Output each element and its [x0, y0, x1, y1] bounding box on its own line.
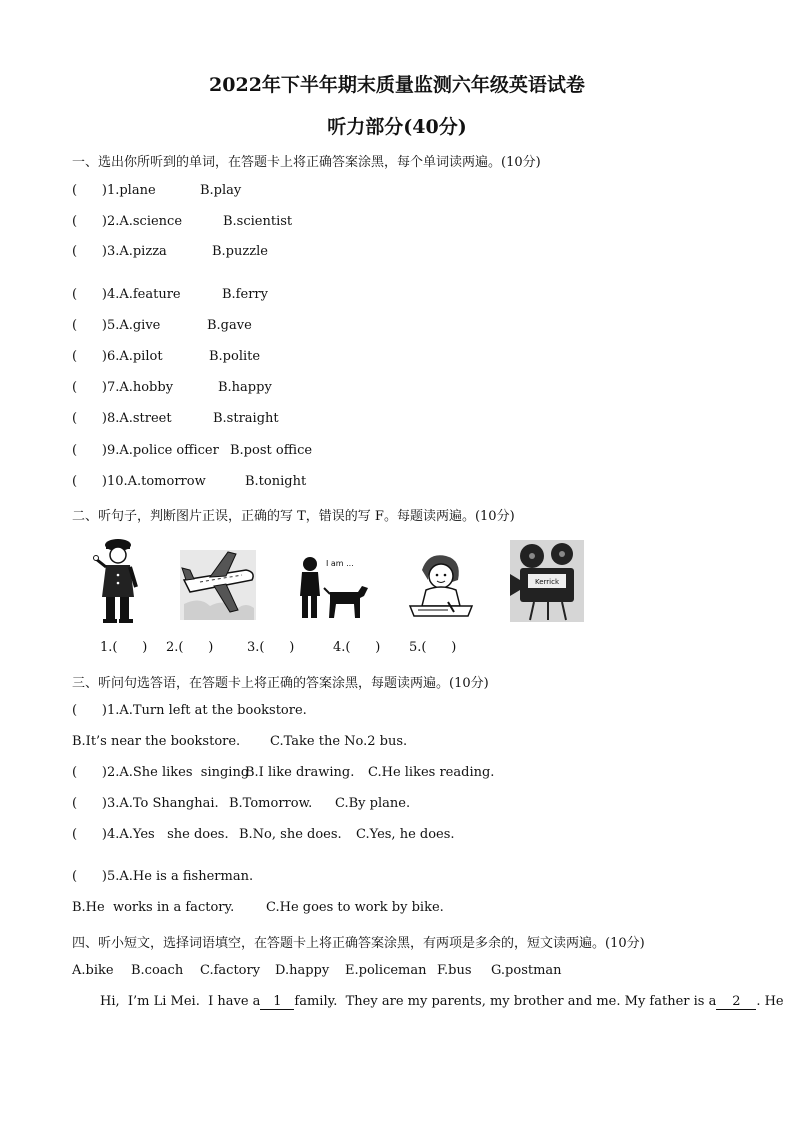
s1-item-7-b: B.happy [218, 380, 272, 395]
s3-q1-a: ( )1.A.Turn left at the bookstore. [72, 703, 307, 718]
s3-q5-c: C.He goes to work by bike. [266, 900, 444, 915]
girl-drawing-picture [408, 550, 474, 620]
picture-answer-2[interactable]: 2.( ) [166, 640, 214, 655]
movie-camera-picture [510, 540, 584, 622]
section3-heading: 三、听问句选答语，在答题卡上将正确的答案涂黑，每题读两遍。(10分) [72, 676, 489, 691]
s4-passage-part3: . He [756, 994, 784, 1009]
s3-q5-b: B.He works in a factory. [72, 900, 235, 915]
s1-item-1-a: ( )1.plane [72, 183, 156, 198]
speech-bubble-text: I am ... [326, 559, 354, 568]
s4-blank-2[interactable]: 2 [716, 994, 756, 1010]
picture-answer-4[interactable]: 4.( ) [333, 640, 381, 655]
picture-answer-5[interactable]: 5.( ) [409, 640, 457, 655]
s1-item-5-a: ( )5.A.give [72, 318, 161, 333]
s3-q5-a: ( )5.A.He is a fisherman. [72, 869, 254, 884]
s4-option-d: D.happy [275, 963, 330, 978]
s3-q2-b: B.I like drawing. [245, 765, 355, 780]
s1-item-9-b: B.post office [230, 443, 313, 458]
s1-item-2-a: ( )2.A.science [72, 214, 183, 229]
s1-item-7-a: ( )7.A.hobby [72, 380, 174, 395]
picture-answer-3[interactable]: 3.( ) [247, 640, 295, 655]
listening-subtitle: 听力部分(40分) [327, 116, 467, 138]
s1-item-10-b: B.tonight [245, 474, 307, 489]
s1-item-3-a: ( )3.A.pizza [72, 244, 167, 259]
s3-q2-c: C.He likes reading. [368, 765, 495, 780]
s3-q3-a: ( )3.A.To Shanghai. [72, 796, 219, 811]
s1-item-6-a: ( )6.A.pilot [72, 349, 163, 364]
s3-q2-a: ( )2.A.She likes singing [72, 765, 250, 780]
s1-item-5-b: B.gave [207, 318, 252, 333]
s3-q3-c: C.By plane. [335, 796, 411, 811]
s4-option-e: E.policeman [345, 963, 427, 978]
s1-item-8-b: B.straight [213, 411, 279, 426]
s1-item-6-b: B.polite [209, 349, 261, 364]
police-officer-picture [92, 537, 142, 627]
s3-q1-c: C.Take the No.2 bus. [270, 734, 408, 749]
section2-heading: 二、听句子，判断图片正误，正确的写 T，错误的写 F。每题读两遍。(10分) [72, 509, 515, 524]
s4-option-f: F.bus [437, 963, 472, 978]
section1-heading: 一、选出你所听到的单词，在答题卡上将正确答案涂黑，每个单词读两遍。(10分) [72, 155, 541, 170]
s1-item-3-b: B.puzzle [212, 244, 268, 259]
s4-option-g: G.postman [491, 963, 562, 978]
s1-item-10-a: ( )10.A.tomorrow [72, 474, 206, 489]
s4-blank-1[interactable]: 1 [260, 994, 294, 1010]
s1-item-2-b: B.scientist [223, 214, 293, 229]
s4-option-c: C.factory [200, 963, 261, 978]
s4-passage-part1: Hi, I’m Li Mei. I have a [100, 994, 261, 1009]
section4-heading: 四、听小短文，选择词语填空，在答题卡上将正确答案涂黑，有两项是多余的，短文读两遍。(10分) [72, 936, 645, 951]
airplane-picture [180, 550, 256, 620]
camera-sign-text: Kerrick [534, 578, 560, 586]
s3-q3-b: B.Tomorrow. [229, 796, 313, 811]
s3-q4-a: ( )4.A.Yes she does. [72, 827, 229, 842]
exam-title: 2022年下半年期末质量监测六年级英语试卷 [209, 74, 585, 96]
s1-item-4-b: B.ferry [222, 287, 268, 302]
s3-q4-b: B.No, she does. [239, 827, 342, 842]
s4-passage-line [100, 994, 784, 1010]
s4-option-a: A.bike [72, 963, 114, 978]
s3-q1-b: B.It’s near the bookstore. [72, 734, 241, 749]
s1-item-9-a: ( )9.A.police officer [72, 443, 219, 458]
s4-option-b: B.coach [131, 963, 184, 978]
s3-q4-c: C.Yes, he does. [356, 827, 455, 842]
picture-answer-1[interactable]: 1.( ) [100, 640, 148, 655]
s1-item-1-b: B.play [200, 183, 242, 198]
s1-item-8-a: ( )8.A.street [72, 411, 172, 426]
man-with-dog-picture [296, 552, 368, 622]
s1-item-4-a: ( )4.A.feature [72, 287, 181, 302]
s4-passage-part2: family. They are my parents, my brother and me. My father is a [294, 994, 717, 1009]
